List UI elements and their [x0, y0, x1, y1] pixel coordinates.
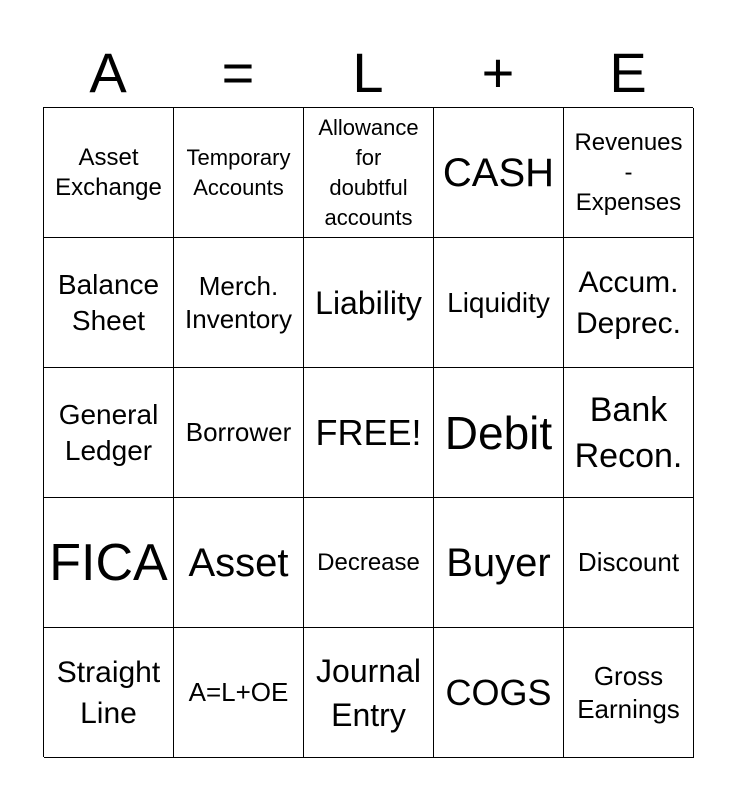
bingo-cell[interactable] — [304, 498, 434, 628]
cell-label: Discount — [577, 547, 680, 577]
cell-label: Gross Earnings — [577, 660, 680, 724]
cell-label: A=L+OE — [188, 677, 289, 707]
bingo-cell[interactable] — [44, 238, 174, 368]
bingo-cell[interactable] — [564, 628, 694, 758]
cell-label: Journal Entry — [316, 652, 421, 733]
cell-label: FREE! — [315, 411, 422, 453]
bingo-cell[interactable] — [434, 628, 564, 758]
header-letter-equals: = — [221, 41, 255, 104]
bingo-cell[interactable] — [434, 498, 564, 628]
cell-label: Liability — [315, 284, 422, 321]
cell-label: FICA — [49, 533, 168, 592]
bingo-cell[interactable] — [304, 238, 434, 368]
bingo-cell[interactable] — [44, 368, 174, 498]
bingo-cell[interactable] — [174, 628, 304, 758]
bingo-cell[interactable] — [44, 108, 174, 238]
cell-label: COGS — [445, 671, 552, 713]
bingo-cell[interactable] — [434, 368, 564, 498]
header-letter-plus: + — [481, 41, 515, 104]
bingo-cell[interactable] — [304, 108, 434, 238]
cell-label: Buyer — [446, 540, 551, 585]
cell-label: Asset — [188, 540, 289, 585]
cell-label: Liquidity — [447, 286, 550, 318]
cell-label: Balance Sheet — [57, 268, 160, 336]
bingo-cell[interactable] — [44, 628, 174, 758]
bingo-cell[interactable] — [564, 108, 694, 238]
bingo-cell[interactable] — [564, 238, 694, 368]
cell-label: Accum. Deprec. — [575, 265, 682, 340]
bingo-cell[interactable] — [564, 498, 694, 628]
cell-label: General Ledger — [58, 398, 159, 466]
cell-label: Borrower — [185, 417, 292, 447]
bingo-cell[interactable] — [174, 368, 304, 498]
bingo-cell[interactable] — [44, 498, 174, 628]
bingo-board — [43, 107, 693, 757]
cell-label: Temporary Accounts — [186, 144, 291, 200]
cell-label: Decrease — [317, 548, 420, 576]
header-letter-a: A — [89, 41, 127, 104]
bingo-cell[interactable] — [434, 238, 564, 368]
cell-label: CASH — [442, 150, 555, 195]
bingo-cell[interactable] — [174, 238, 304, 368]
bingo-cell[interactable] — [304, 368, 434, 498]
bingo-header — [43, 40, 693, 106]
bingo-cell[interactable] — [564, 368, 694, 498]
cell-label: Allowance for doubtful accounts — [318, 114, 419, 230]
bingo-cell[interactable] — [304, 628, 434, 758]
header-letter-e: E — [609, 41, 647, 104]
cell-label: Merch. Inventory — [185, 270, 292, 334]
cell-label: Asset Exchange — [55, 143, 162, 201]
bingo-cell[interactable] — [434, 108, 564, 238]
cell-label: Straight Line — [56, 655, 161, 730]
cell-label: Bank Recon. — [574, 390, 683, 475]
cell-label: Debit — [444, 406, 553, 459]
bingo-cell[interactable] — [174, 108, 304, 238]
header-letter-l: L — [352, 41, 384, 104]
cell-label: Revenues - Expenses — [574, 128, 683, 216]
bingo-cell[interactable] — [174, 498, 304, 628]
